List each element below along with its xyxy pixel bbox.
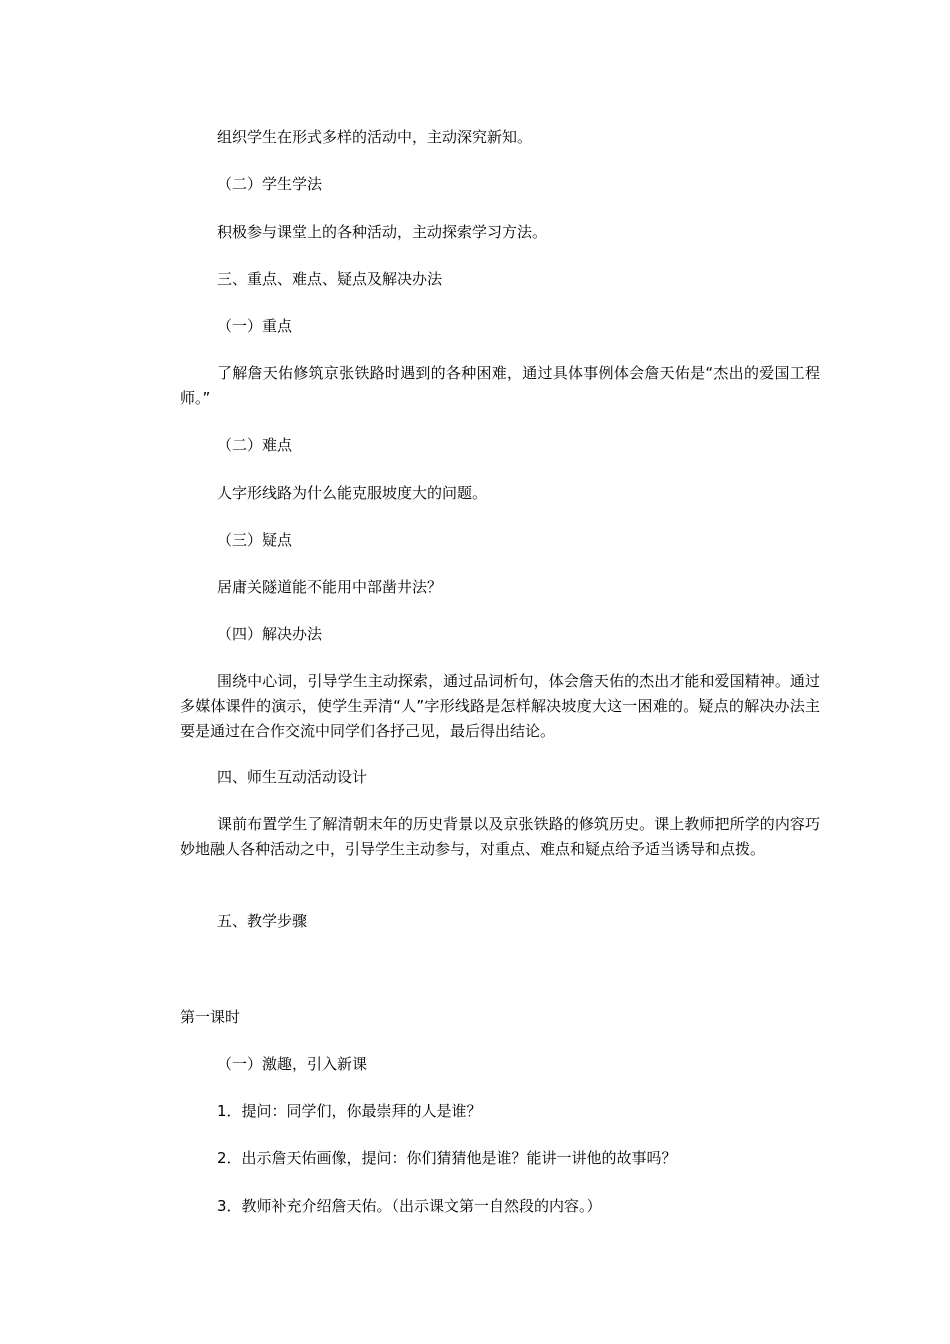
paragraph-2: 积极参与课堂上的各种活动，主动探索学习方法。 (217, 223, 548, 241)
heading-first-lesson: 第一课时 (180, 1008, 241, 1026)
list-item-1: 1．提问：同学们，你最崇拜的人是谁？ (217, 1102, 482, 1120)
heading-solution: （四）解决办法 (217, 625, 323, 643)
heading-doubt: （三）疑点 (217, 531, 293, 549)
heading-difficulty: （二）难点 (217, 436, 293, 454)
heading-section-5: 五、教学步骤 (217, 912, 308, 930)
paragraph-interaction: 课前布置学生了解清朝末年的历史背景以及京张铁路的修筑历史。课上教师把所学的内容巧妙地融人各种活动之中，引导学生主动参与，对重点、难点和疑点给予适当诱导和点拨。 (180, 815, 820, 858)
paragraph-solution: 围绕中心词，引导学生主动探索，通过品词析句，体会詹天佑的杰出才能和爱国精神。通过多媒体课件的演示，使学生弄清“人”字形线路是怎样解决坡度大这一困难的。疑点的解决办法主要是通过在合作交流中同学们各抒己见，最后得出结论。 (180, 672, 820, 740)
heading-intro: （一）激趣，引入新课 (217, 1055, 368, 1073)
list-item-2: 2．出示詹天佑画像，提问：你们猜猜他是谁？能讲一讲他的故事吗？ (217, 1149, 677, 1167)
heading-key-point: （一）重点 (217, 317, 293, 335)
paragraph-key-point: 了解詹天佑修筑京张铁路时遇到的各种困难，通过具体事例体会詹天佑是“杰出的爱国工程师。” (180, 364, 820, 407)
heading-student-method: （二）学生学法 (217, 175, 323, 193)
heading-section-3: 三、重点、难点、疑点及解决办法 (217, 270, 443, 288)
paragraph-difficulty: 人字形线路为什么能克服坡度大的问题。 (217, 484, 488, 502)
paragraph-1: 组织学生在形式多样的活动中，主动深究新知。 (217, 128, 533, 146)
list-item-3: 3．教师补充介绍詹天佑。（出示课文第一自然段的内容。） (217, 1197, 602, 1215)
paragraph-doubt: 居庸关隧道能不能用中部凿井法？ (217, 578, 443, 596)
heading-section-4: 四、师生互动活动设计 (217, 768, 368, 786)
